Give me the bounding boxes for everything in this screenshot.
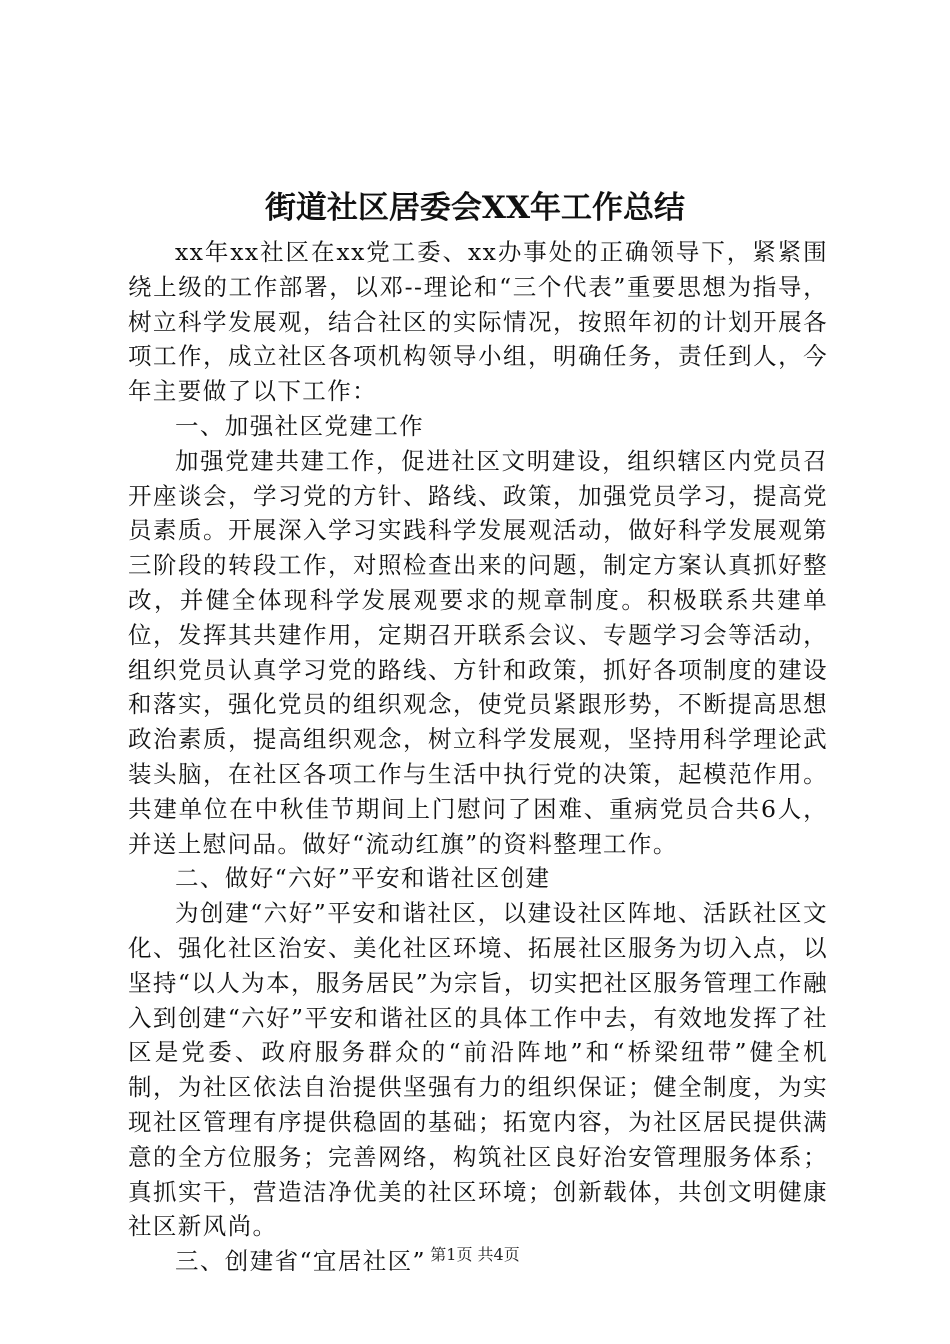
intro-paragraph: xx年xx社区在xx党工委、xx办事处的正确领导下，紧紧围绕上级的工作部署，以邓--理论和“三个代表”重要思想为指导，树立科学发展观，结合社区的实际情况，按照年初的计划开展各项工作，成立社区各项机构领导小组，明确任务，责任到人，今年主要做了以下工作： — [128, 238, 828, 406]
section-heading-1: 一、加强社区党建工作 — [175, 411, 424, 440]
section-paragraph-1: 加强党建共建工作，促进社区文明建设，组织辖区内党员召开座谈会，学习党的方针、路线、政策，加强党员学习，提高党员素质。开展深入学习实践科学发展观活动，做好科学发展观第三阶段的转段工作，对照检查出来的问题，制定方案认真抓好整改，并健全体现科学发展观要求的规章制度。积极联系共建单位，发挥其共建作用，定期召开联系会议、专题学习会等活动，组织党员认真学习党的路线、方针和政策，抓好各项制度的建设和落实，强化党员的组织观念，使党员紧跟形势，不断提高思想政治素质，提高组织观念，树立科学发展观，坚持用科学理论武装头脑，在社区各项工作与生活中执行党的决策，起模范作用。共建单位在中秋佳节期间上门慰问了困难、重病党员合共6人，并送上慰问品。做好“流动红旗”的资料整理工作。 — [128, 446, 828, 858]
page-number-footer: 第1页 共4页 — [430, 1245, 520, 1264]
section-heading-2: 二、做好“六好”平安和谐社区创建 — [175, 864, 551, 893]
document-body — [128, 235, 828, 1279]
section-heading-3: 三、创建省“宜居社区” — [175, 1247, 426, 1276]
section-paragraph-2: 为创建“六好”平安和谐社区，以建设社区阵地、活跃社区文化、强化社区治安、美化社区环境、拓展社区服务为切入点，以坚持“以人为本，服务居民”为宗旨，切实把社区服务管理工作融入到创建“六好”平安和谐社区的具体工作中去，有效地发挥了社区是党委、政府服务群众的“前沿阵地”和“桥梁纽带”健全机制，为社区依法自治提供坚强有力的组织保证；健全制度，为实现社区管理有序提供稳固的基础；拓宽内容，为社区居民提供满意的全方位服务；完善网络，构筑社区良好治安管理服务体系；真抓实干，营造洁净优美的社区环境；创新载体，共创文明健康社区新风尚。 — [128, 899, 828, 1241]
document-title: 街道社区居委会XX年工作总结 — [264, 190, 686, 226]
